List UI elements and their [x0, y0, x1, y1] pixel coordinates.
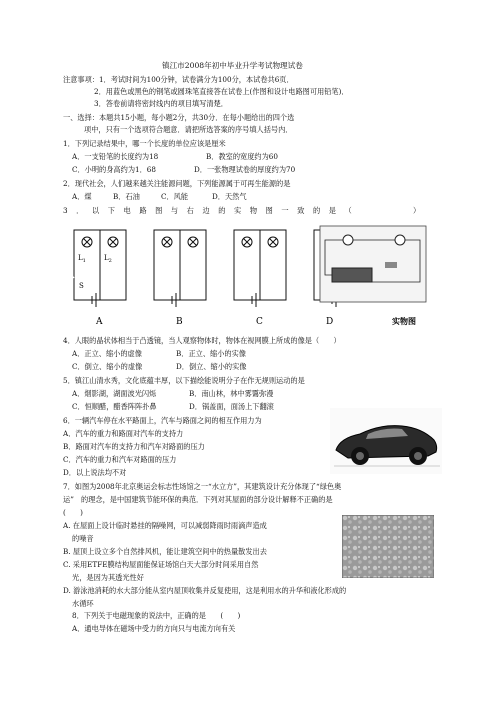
q2-option-b: B．石油 — [113, 192, 140, 201]
q2-option-d: D．天然气 — [212, 192, 247, 201]
page-title: 镇江市2008年初中毕业升学考试物理试卷 — [162, 61, 303, 70]
q7-paren: ( ) — [63, 508, 83, 517]
label-c: C — [256, 317, 263, 327]
q5-stem: 5．镇江山清水秀，文化底蕴丰厚，以下描绘能说明分子在作无规则运动的是 — [63, 376, 305, 385]
physical-circuit-photo — [320, 226, 426, 302]
q2-option-a: A．煤 — [72, 192, 92, 201]
q2-option-c: C．风能 — [161, 192, 189, 201]
q4-stem: 4．人眼的晶状体相当于凸透镜，当人观察物体时，物体在视网膜上所成的像是（ ） — [63, 336, 341, 345]
q7-option-c-line-2: 光，是因为其透光性好 — [72, 573, 144, 582]
label-l2: $L_2$ — [104, 254, 112, 264]
q7-stem-line-1: 7．如图为2008年北京奥运会标志性场馆之一“水立方”，其建筑设计充分体现了“绿色奥 — [63, 482, 342, 491]
q8-stem: 8．下列关于电磁现象的说法中，正确的是 ( ) — [72, 611, 241, 620]
q7-option-c-line-1: C. 采用ETFE膜结构屋面能保证场馆白天大部分时间采用自然 — [63, 560, 259, 569]
car-image — [330, 408, 442, 474]
q6-option-d: D．以上说法均不对 — [63, 468, 127, 477]
section-header-line-1: 一、选择：本题共15小题，每小题2分，共30分．在每小题给出的四个选 — [63, 113, 295, 122]
label-d: D — [326, 317, 334, 327]
circuit-diagrams-figure — [70, 222, 430, 332]
water-cube-image — [342, 515, 434, 578]
circuit-c — [234, 230, 286, 307]
q1-option-c: C．小明的身高约为1．68 — [72, 165, 156, 174]
q3-stem: 3．以下电路图与右边的实物图一致的是（ — [63, 206, 361, 215]
q8-option-a: A．通电导体在磁场中受力的方向只与电流方向有关 — [72, 624, 236, 633]
q5-option-c: C．恒顺醋，醋香阵阵扑鼻 — [72, 402, 157, 411]
notes-line-3: 3．答卷前请将密封线内的项目填写清楚． — [94, 99, 228, 108]
q3-close-paren: ） — [413, 206, 421, 215]
photo-caption: 实物图 — [392, 316, 416, 326]
q1-stem: 1．下列记录结果中，哪一个长度的单位应该是厘米 — [63, 139, 226, 148]
q7-option-a-line-2: 的噪音 — [72, 534, 94, 543]
q5-option-a: A．烟影湖，湖面波光闪烁 — [72, 389, 157, 398]
label-s: S — [79, 282, 84, 290]
q4-option-d: D．倒立、缩小的实像 — [176, 362, 247, 371]
q4-option-c: C．倒立、缩小的虚像 — [72, 362, 143, 371]
q1-option-a: A．一支铅笔的长度约为18 — [72, 152, 159, 161]
q4-option-b: B．正立、缩小的实像 — [176, 349, 246, 358]
notes-line-1: 注意事项：1．考试时间为100分钟，试卷满分为100分，本试卷共6页． — [63, 75, 294, 84]
q1-option-d: D．一张物理试卷的厚度约为70 — [194, 165, 296, 174]
q6-stem: 6．一辆汽车停在水平路面上，汽车与路面之间的相互作用力为 — [63, 416, 262, 425]
q6-option-a: A．汽车的重力和路面对汽车的支持力 — [63, 429, 184, 438]
q7-option-b: B. 屋顶上设立多个自然排风机，能让建筑空间中的热量散发出去 — [63, 547, 267, 556]
q4-option-a: A．正立、缩小的虚像 — [72, 349, 142, 358]
q5-option-d: D．锅盖面，面汤上下翻滚 — [189, 402, 274, 411]
label-a: A — [96, 317, 103, 327]
q1-option-b: B．教室的宽度约为60 — [206, 152, 278, 161]
q5-option-b: B．南山林，林中雾霭弥漫 — [189, 389, 274, 398]
label-b: B — [176, 317, 183, 327]
q6-option-b: B．路面对汽车的支持力和汽车对路面的压力 — [63, 442, 205, 451]
section-header-line-2: 项中，只有一个选项符合题意．请把所选答案的序号填人括号内． — [84, 125, 293, 134]
q7-stem-line-2: 运” 的理念，是中国建筑节能环保的典范．下列对其屋面的部分设计解释不正确的是 — [63, 495, 333, 504]
q7-option-d-line-1: D. 游泳池消耗的水大部分能从室内屋顶收集并反复使用，这是利用水的升华和液化形成的 — [63, 586, 347, 595]
circuit-b — [154, 230, 206, 307]
q2-stem: 2．现代社会，人们越来越关注能源问题，下列能源属于可再生能源的是 — [63, 179, 291, 188]
circuit-a — [70, 230, 126, 307]
q6-option-c: C．汽车的重力和汽车对路面的压力 — [63, 455, 177, 464]
notes-line-2: 2．用蓝色或黑色的钢笔或圆珠笔直接答在试卷上(作图和设计电路图可用铅笔)． — [94, 87, 349, 96]
q7-option-d-line-2: 水循环 — [72, 599, 94, 608]
q7-option-a-line-1: A. 在屋面上设计临时悬挂的隔噪网，可以减弱降雨时雨滴声造成 — [63, 521, 267, 530]
label-l1: $L_1$ — [78, 254, 86, 264]
